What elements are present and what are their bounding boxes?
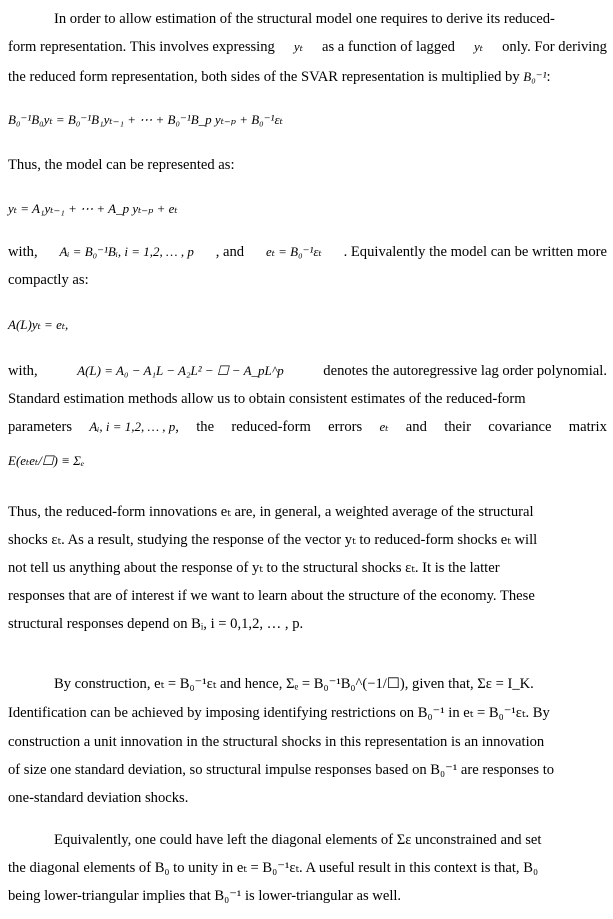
p4-w5: and (405, 419, 427, 435)
p3-text1a: with, (8, 244, 38, 260)
p4-w4: errors (328, 419, 363, 435)
p3-line1 (8, 243, 607, 261)
p4-w2: the (196, 419, 215, 435)
p3-text1e: . Equivalently the model can be written more (343, 244, 607, 260)
p5-line3: not tell us anything about the response of yₜ to the structural shocks εₜ. It is the latter (8, 560, 500, 576)
p4-w3: reduced-form (231, 419, 311, 435)
p3-math2: eₜ = B₀⁻¹εₜ (265, 244, 322, 259)
p2-text: Thus, the model can be represented as: (8, 157, 235, 173)
p5-line2: shocks εₜ. As a result, studying the response of the vector yₜ to reduced-form shocks eₜ will (8, 532, 538, 548)
p6-line5: one-standard deviation shocks. (8, 790, 189, 806)
p6-line1 (8, 675, 607, 693)
p5-line1: Thus, the reduced-form innovations eₜ are, in general, a weighted average of the structural (8, 504, 534, 520)
p5-line5: structural responses depend on Bᵢ, i = 0,1,2, … , p. (8, 616, 304, 632)
p4-line1 (8, 362, 607, 380)
p7-line2: the diagonal elements of B₀ to unity in eₜ = B₀⁻¹εₜ. A useful result in this context is that, B₀ (8, 860, 539, 876)
math-yt-2: yₜ (474, 39, 483, 54)
p4-text1a: with, (8, 363, 38, 379)
p7-text1: Equivalently, one could have left the diagonal elements of Σε unconstrained and set (54, 832, 542, 848)
p4-text1c: denotes the autoregressive lag order polynomial. (323, 363, 607, 379)
p4-math2: Aᵢ, i = 1,2, … , p (89, 419, 176, 434)
p3-math1: Aᵢ = B₀⁻¹Bᵢ, i = 1,2, … , p (59, 244, 194, 259)
p3-text1c: , and (215, 244, 245, 260)
p6-text1: By construction, eₜ = B₀⁻¹εₜ and hence, Σₑ = B₀⁻¹B₀^(−1/☐), given that, Σε = I_K. (54, 676, 534, 692)
p1-text2b: as a function of lagged (322, 39, 455, 55)
p4-math-group (89, 418, 179, 436)
p1-text1: In order to allow estimation of the structural model one requires to derive its reduced- (54, 11, 555, 27)
p6-line3: construction a unit innovation in the structural shocks in this representation is an innovation (8, 734, 545, 750)
p1-text3a: the reduced form representation, both sides of the SVAR representation is multiplied by (8, 69, 520, 85)
p4-comma: , (175, 419, 179, 435)
p1-line2 (8, 38, 607, 56)
p4-math3: eₜ (379, 419, 389, 434)
equation-1: B₀⁻¹B₀yₜ = B₀⁻¹B₁yₜ₋₁ + ⋯ + B₀⁻¹B_p yₜ₋ₚ + B₀⁻¹εₜ (8, 112, 283, 127)
p6-line4: of size one standard deviation, so structural impulse responses based on B₀⁻¹ are responses to (8, 762, 555, 778)
p4-line3 (8, 418, 607, 436)
p1-text2a: form representation. This involves expressing (8, 39, 275, 55)
p3-line2: compactly as: (8, 272, 89, 288)
p4-w6: their (444, 419, 471, 435)
equation-2: yₜ = A₁yₜ₋₁ + ⋯ + A_p yₜ₋ₚ + eₜ (8, 201, 178, 216)
p1-text2c: only. For deriving (502, 39, 607, 55)
p5-line4: responses that are of interest if we want to learn about the structure of the economy. These (8, 588, 535, 604)
p4-line2: Standard estimation methods allow us to obtain consistent estimates of the reduced-form (8, 391, 526, 407)
p4-expectation: E(eₜeₜ/☐) ≡ Σₑ (8, 453, 85, 468)
p4-w1: parameters (8, 419, 73, 435)
p7-line1 (8, 831, 607, 849)
math-yt: yₜ (293, 39, 303, 54)
p7-line3: being lower-triangular implies that B₀⁻¹ is lower-triangular as well. (8, 888, 402, 904)
p4-w8: matrix (568, 419, 607, 435)
p1-text3b: : (546, 69, 551, 85)
p4-w7: covariance (488, 419, 552, 435)
p6-line2: Identification can be achieved by imposing identifying restrictions on B₀⁻¹ in eₜ = B₀⁻¹εₜ. By (8, 705, 550, 721)
equation-3: A(L)yₜ = eₜ, (8, 317, 69, 332)
p1-line3 (8, 68, 607, 86)
math-b0inv: B₀⁻¹ (523, 69, 547, 84)
p1-line1 (8, 10, 607, 28)
p4-math1: A(L) = A₀ − A₁L − A₂L² − ☐ − A_pL^p (77, 363, 284, 378)
